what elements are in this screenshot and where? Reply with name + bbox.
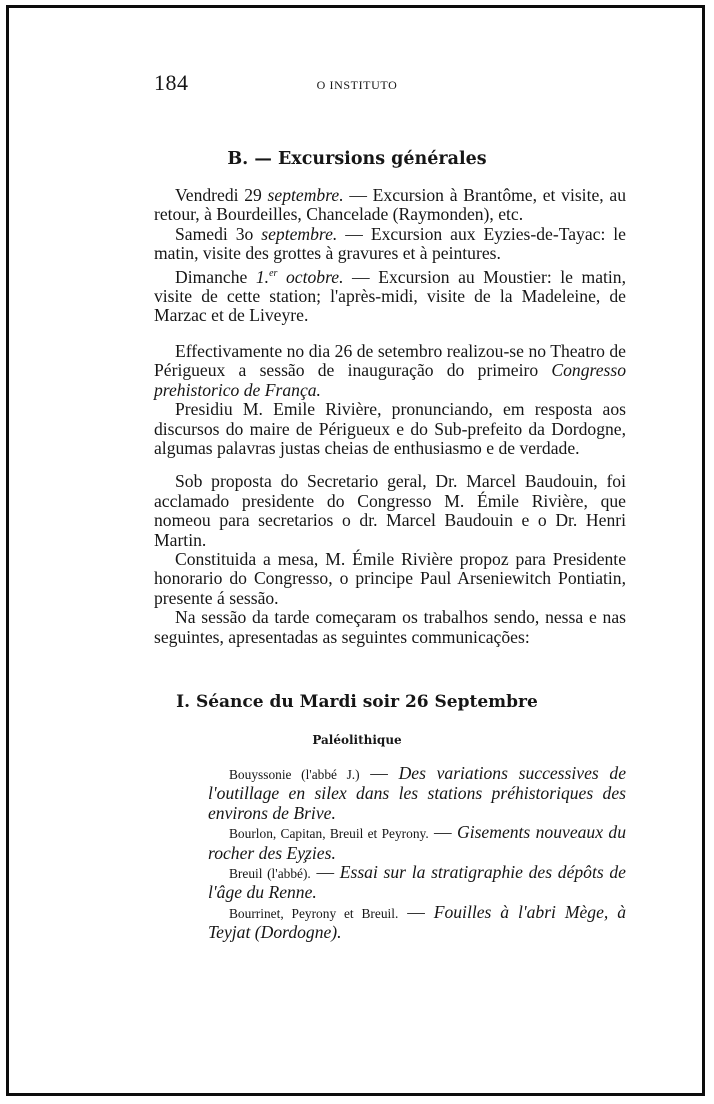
- narrative-p2: Presidiu M. Emile Rivière, pronunciando, em resposta aos discursos do maire de Périgueux e do Sub-prefeito da Dordogne, algumas palavras justas cheias de enthusiasmo e de verdade.: [154, 399, 626, 459]
- page-number: 184: [154, 70, 189, 95]
- communication-entry: Bourrinet, Peyrony et Breuil. — Fouilles à l'abri Mège, à Teyjat (Dordogne).: [208, 901, 627, 943]
- running-head: O INSTITUTO: [316, 78, 398, 92]
- excursion-sunday: Dimanche 1.$^{er}$ octobre. — Excursion au Moustier: le matin, visite de cette station; l'après-midi, visite de la Madeleine, de Marzac et de Liveyre.: [154, 266, 626, 326]
- seance-heading: I. Séance du Mardi soir 26 Septembre: [176, 692, 538, 712]
- excursion-friday: Vendredi 29 septembre. — Excursion à Brantôme, et visite, au retour, à Bourdeilles, Chancelade (Raymonden), etc.: [154, 185, 626, 225]
- narrative-block: [154, 342, 626, 647]
- seance-subheading: Paléolithique: [312, 733, 402, 747]
- communications-list: [154, 764, 626, 943]
- communication-entry: Breuil (l'abbé). — Essai sur la stratigraphie des dépôts de l'âge du Renne.: [208, 862, 626, 903]
- narrative-p1: Effectivamente no dia 26 de setembro realizou-se no Theatro de Périgueux a sessão de inauguração do primeiro Congresso prehistorico de França.: [154, 341, 626, 400]
- section-heading: B. — Excursions générales: [227, 149, 487, 169]
- excursions-list: [154, 186, 626, 340]
- communication-entry: Bourlon, Capitan, Breuil et Peyrony. — Gisements nouveaux du rocher des Ey̧zies.: [208, 822, 626, 863]
- communication-entry: Bouyssonie (l'abbé J.) — Des variations successives de l'outillage en silex dans les stations préhistoriques des environs de Brive.: [208, 763, 627, 823]
- narrative-p3: Sob proposta do Secretario geral, Dr. Marcel Baudouin, foi acclamado presidente do Congresso M. Émile Rivière, que nomeou para secretarios o dr. Marcel Baudouin e o Dr. Henri Martin.: [154, 471, 626, 550]
- narrative-p5: Na sessão da tarde começaram os trabalhos sendo, nessa e nas seguintes, apresentadas as seguintes communicações:: [154, 607, 626, 647]
- excursion-saturday: Samedi 3o septembre. — Excursion aux Eyzies-de-Tayac: le matin, visite des grottes à gravures et à peintures.: [154, 223, 626, 264]
- narrative-p4: Constituida a mesa, M. Émile Rivière propoz para Presidente honorario do Congresso, o principe Paul Arseniewitch Pontiatin, presente á sessão.: [154, 549, 626, 608]
